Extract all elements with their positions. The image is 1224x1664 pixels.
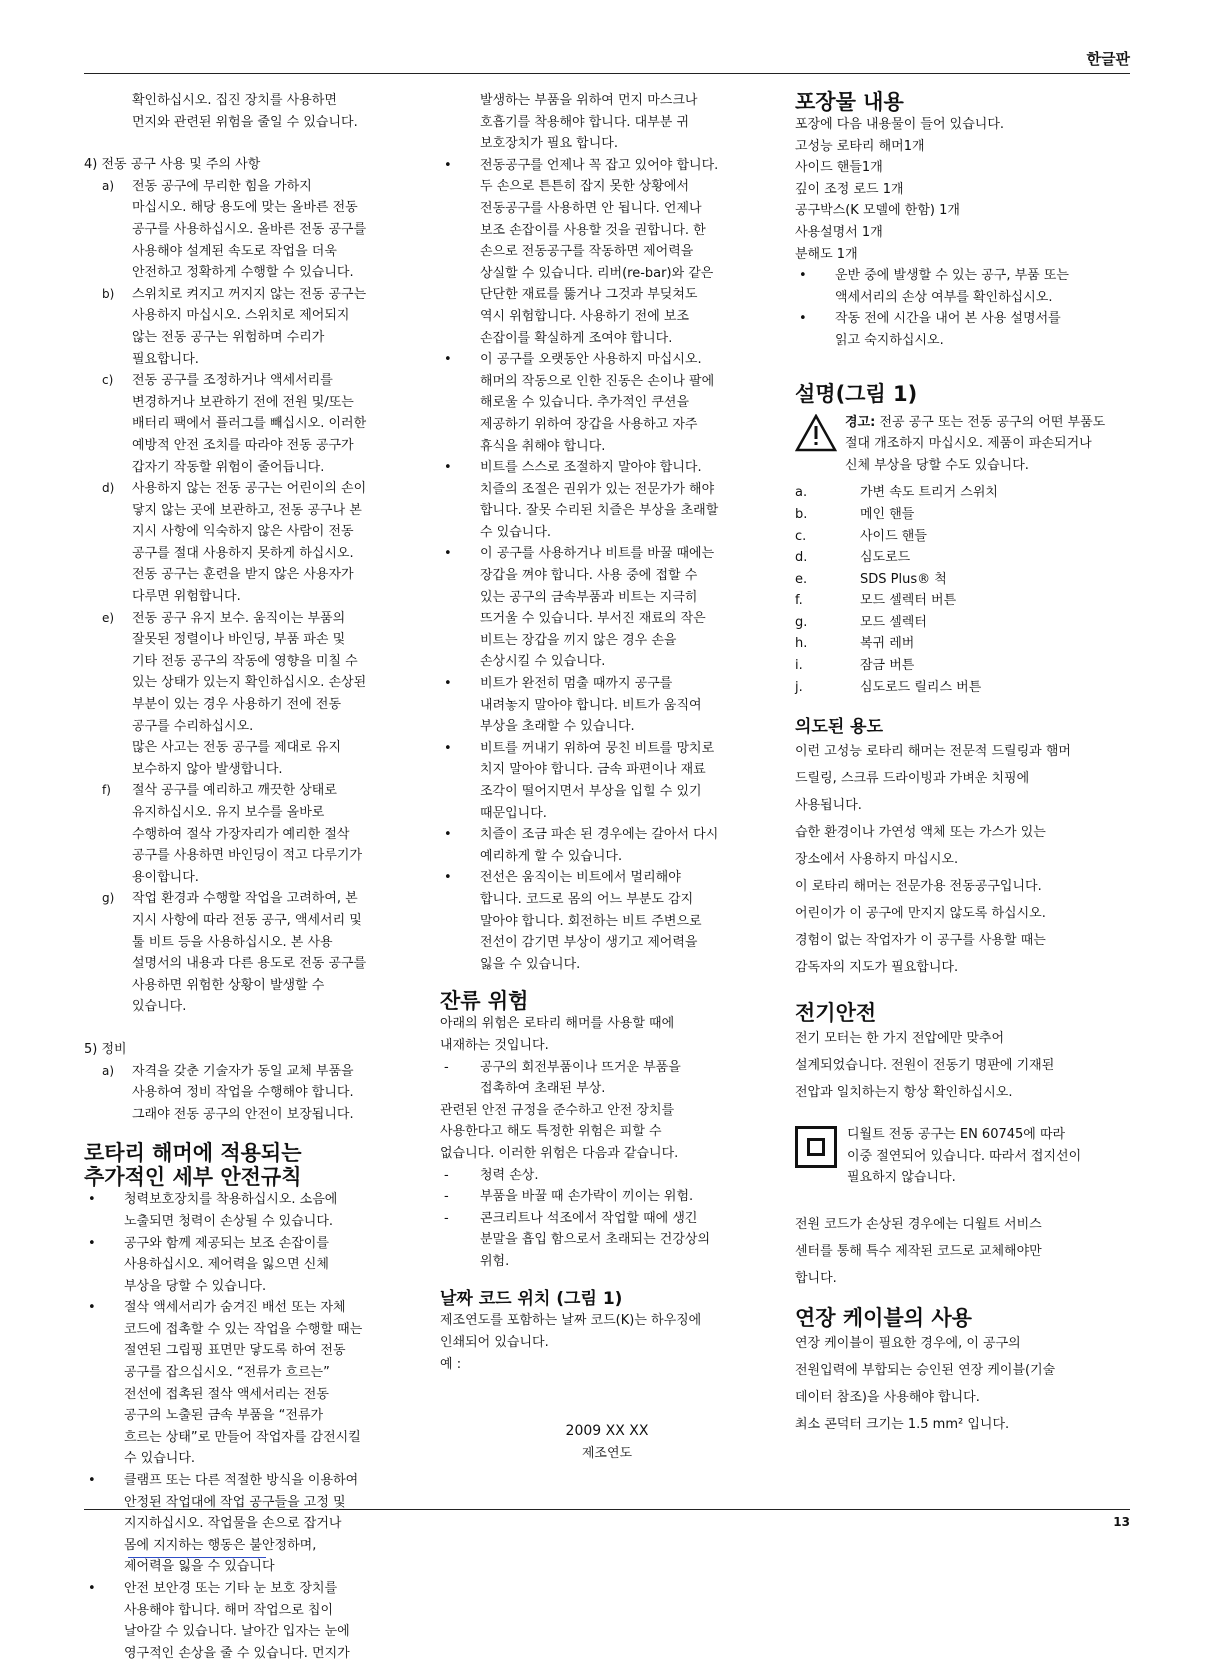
part-item: f. 모드 셀렉터 버튼 [795, 593, 957, 609]
double-insulation-icon [795, 1126, 837, 1168]
warning-label: 경고: [845, 414, 876, 430]
warning-block: 경고: 전공 공구 또는 전동 공구의 어떤 부품도 절대 개조하지 마십시오. 제품이 파손되거나 신체 부상을 당할 수도 있습니다. [795, 412, 1135, 477]
residual-mid: 관련된 안전 규정을 준수하고 안전 장치를 사용한다고 해도 특정한 위험은 피할 수 없습니다. 이러한 위험은 다음과 같습니다. [440, 1102, 679, 1161]
safety-bullet: • 이 공구를 사용하거나 비트를 바꿀 때에는 장갑을 껴야 합니다. 사용 중에 접할 수 있는 공구의 금속부품과 비트는 지극히 뜨거울 수 있습니다. 부서진 재료의 작은 비트는 장갑을 끼지 않은 경우 손을 손상시킬 수 있습니다. [444, 546, 715, 670]
rotary-safety-heading: 로타리 해머에 적용되는 추가적인 세부 안전규칙 [84, 1141, 302, 1190]
section5-item-a: a) 자격을 갖춘 기술자가 동일 교체 부품을 사용하여 정비 작업을 수행해야 합니다. 그래야 전동 공구의 안전이 보장됩니다. [102, 1063, 354, 1122]
section4-item-g: g) 작업 환경과 수행할 작업을 고려하여, 본 지시 사항에 따라 전동 공구, 액세서리 및 툴 비트 등을 사용하십시오. 본 사용 설명서의 내용과 다른 용도로 전동 공구를 사용하면 위험한 상황이 발생할 수 있습니다. [102, 891, 367, 1015]
header-rule [84, 73, 1130, 74]
continued-paragraph: 발생하는 부품을 위하여 먼지 마스크나 호흡기를 착용해야 합니다. 대부분 귀 보호장치가 필요 합니다. [480, 93, 698, 152]
safety-bullet: • 치즐이 조금 파손 된 경우에는 갈아서 다시 예리하게 할 수 있습니다. [444, 827, 719, 864]
part-item: d. 심도로드 [795, 550, 911, 566]
package-bullet: • 운반 중에 발생할 수 있는 공구, 부품 또는 액세서리의 손상 여부를 확인하십시오. [799, 268, 1069, 305]
part-item: j. 심도로드 릴리스 버튼 [795, 679, 982, 695]
date-code-caption: 제조연도 [581, 1445, 633, 1461]
double-insulation-block: 디월트 전동 공구는 EN 60745에 따라 이중 절연되어 있습니다. 따라서 접지선이 필요하지 않습니다. [795, 1124, 1135, 1189]
column-1 [84, 90, 424, 1664]
residual-intro: 아래의 위험은 로타리 해머를 사용할 때에 내재하는 것입니다. [440, 1016, 675, 1053]
section4-item-d: d) 사용하지 않는 전동 공구는 어린이의 손이 닿지 않는 곳에 보관하고, 전동 공구나 본 지시 사항에 익숙하지 않은 사람이 전동 공구를 절대 사용하지 못하게 하십시오. 전동 공구는 훈련을 받지 않은 사용자가 다루면 위험합니다. [102, 481, 367, 605]
page-number: 13 [1113, 1515, 1130, 1529]
intended-use-text: 이런 고성능 로타리 해머는 전문적 드릴링과 햄머 드릴링, 스크류 드라이빙과 가벼운 치핑에 사용됩니다. 습한 환경이나 가연성 액체 또는 가스가 있는 장소에서 사용하지 마십시오. 이 로타리 해머는 전문가용 전동공구입니다. 어린이가 이 공구에 만지지 않도록 하십시오. 경험이 없는 작업자가 이 공구를 사용할 때는 감독자의 지도가 필요합니다. [795, 744, 1071, 976]
safety-bullet: • 비트를 스스로 조절하지 말아야 합니다. 치즐의 조절은 권위가 있는 전문가가 해야 합니다. 잘못 수리된 치즐은 부상을 초래할 수 있습니다. [444, 460, 719, 540]
residual-item: - 청력 손상. [444, 1167, 539, 1183]
safety-bullet: • 비트가 완전히 멈출 때까지 공구를 내려놓지 말아야 합니다. 비트가 움직여 부상을 초래할 수 있습니다. [444, 676, 702, 735]
power-cord-text: 전원 코드가 손상된 경우에는 디월트 서비스 센터를 통해 특수 제작된 코드로 교체해야만 합니다. [795, 1217, 1042, 1287]
date-code-example: 2009 XX XX [565, 1423, 649, 1440]
safety-bullet: • 비트를 꺼내기 위하여 뭉친 비트를 망치로 치지 말아야 합니다. 금속 파편이나 재료 조각이 떨어지면서 부상을 입힐 수 있기 때문입니다. [444, 740, 715, 821]
part-item: c. 사이드 핸들 [795, 528, 927, 544]
part-item: h. 복귀 레버 [795, 636, 915, 652]
package-bullet: • 작동 전에 시간을 내어 본 사용 설명서를 읽고 숙지하십시오. [799, 311, 1061, 348]
intro-paragraph: 확인하십시오. 집진 장치를 사용하면 먼지와 관련된 위험을 줄일 수 있습니다. [132, 93, 358, 130]
safety-bullet: • 이 공구를 오랫동안 사용하지 마십시오. 해머의 작동으로 인한 진동은 손이나 팔에 해로울 수 있습니다. 추가적인 쿠션을 제공하기 위하여 장갑을 사용하고 자주 휴식을 취해야 합니다. [444, 352, 715, 454]
rotary-bullet: • 청력보호장치를 착용하십시오. 소음에 노출되면 청력이 손상될 수 있습니다. [88, 1192, 338, 1229]
intended-use-heading: 의도된 용도 [795, 717, 884, 738]
residual-item: - 공구의 회전부품이나 뜨거운 부품을 접촉하여 초래된 부상. [444, 1059, 681, 1097]
electrical-safety-text: 전기 모터는 한 가지 전압에만 맞추어 설계되었습니다. 전원이 전동기 명판에 기재된 전압과 일치하는지 항상 확인하십시오. [795, 1031, 1055, 1101]
electrical-safety-heading: 전기안전 [795, 1001, 877, 1026]
extension-cable-text: 연장 케이블이 필요한 경우에, 이 공구의 전원입력에 부합되는 승인된 연장 케이블(기술 데이터 참조)을 사용해야 합니다. 최소 콘덕터 크기는 1.5 mm² 입니다. [795, 1336, 1056, 1433]
residual-item: - 부품을 바꿀 때 손가락이 끼이는 위험. [444, 1189, 694, 1205]
extension-cable-heading: 연장 케이블의 사용 [795, 1306, 972, 1331]
part-item: g. 모드 셀렉터 [795, 614, 927, 630]
section4-item-e: e) 전동 공구 유지 보수. 움직이는 부품의 잘못된 정렬이나 바인딩, 부품 파손 및 기타 전동 공구의 작동에 영향을 미칠 수 있는 상태가 있는지 확인하십시오. 손상된 부분이 있는 경우 사용하기 전에 전동 공구를 수리하십시오. 많은 사고는 전동 공구를 제대로 유지 보수하지 않아 발생합니다. [102, 610, 367, 777]
package-contents-heading: 포장물 내용 [795, 90, 904, 114]
rotary-bullet: • 안전 보안경 또는 기타 눈 보호 장치를 사용해야 합니다. 해머 작업으로 칩이 날아갈 수 있습니다. 날아간 입자는 눈에 영구적인 손상을 줄 수 있습니다. 먼지가 [88, 1581, 350, 1661]
rotary-bullet: • 공구와 함께 제공되는 보조 손잡이를 사용하십시오. 제어력을 잃으면 신체 부상을 당할 수 있습니다. [88, 1235, 329, 1294]
part-item: i. 잠금 버튼 [795, 658, 915, 674]
part-item: e. SDS Plus® 척 [795, 571, 947, 587]
column-2 [440, 90, 774, 1464]
residual-item: - 콘크리트나 석조에서 작업할 때에 생긴 분말을 흡입 함으로서 초래되는 건강상의 위험. [444, 1210, 711, 1269]
safety-bullet: • 전선은 움직이는 비트에서 멀리해야 합니다. 코드로 몸의 어느 부분도 감지 말아야 합니다. 회전하는 비트 주변으로 전선이 감기면 부상이 생기고 제어력을 잃을 수 있습니다. [444, 870, 702, 972]
section5-title: 5) 정비 [84, 1041, 127, 1057]
section4-item-c: c) 전동 공구를 조정하거나 액세서리를 변경하거나 보관하기 전에 전원 및/또는 배터리 팩에서 플러그를 빼십시오. 이러한 예방적 안전 조치를 따라야 전동 공구가 갑자기 작동할 위험이 줄어듭니다. [102, 373, 367, 475]
rotary-bullet: • 절삭 액세서리가 숨겨진 배선 또는 자체 코드에 접촉할 수 있는 작업을 수행할 때는 절연된 그립핑 표면만 닿도록 하여 전동 공구를 잡으십시오. “전류가 흐르는” 전선에 접촉된 절삭 액세서리는 전동 공구의 노출된 금속 부품을 “전류가 흐르는 상태”로 만들어 작업자를 감전시킬 수 있습니다. [88, 1300, 363, 1467]
part-item: a. 가변 속도 트리거 스위치 [795, 485, 998, 501]
column-3 [795, 90, 1135, 1438]
language-label: 한글판 [1086, 50, 1130, 68]
section4-item-f: f) 절삭 공구를 예리하고 깨끗한 상태로 유지하십시오. 유지 보수를 올바로 수행하여 절삭 가장자리가 예리한 절삭 공구를 사용하면 바인딩이 적고 다루기가 용이합니다. [102, 783, 363, 885]
warning-triangle-icon [795, 414, 837, 452]
package-contents-list: 포장에 다음 내용물이 들어 있습니다. 고성능 로타리 해머1개 사이드 핸들1개 깊이 조정 로드 1개 공구박스(K 모델에 한함) 1개 사용설명서 1개 분해도 1개 [795, 117, 1005, 262]
section4-item-a: a) 전동 공구에 무리한 힘을 가하지 마십시오. 해당 용도에 맞는 올바른 전동 공구를 사용하십시오. 올바른 전동 공구를 사용해야 설계된 속도로 작업을 더욱 안전하고 정확하게 수행할 수 있습니다. [102, 178, 367, 281]
part-item: b. 메인 핸들 [795, 506, 915, 522]
section4-item-b: b) 스위치로 켜지고 꺼지지 않는 전동 공구는 사용하지 마십시오. 스위치로 제어되지 않는 전동 공구는 위험하며 수리가 필요합니다. [102, 286, 367, 367]
parts-list [795, 482, 1135, 698]
safety-bullet: • 전동공구를 언제나 꼭 잡고 있어야 합니다. 두 손으로 튼튼히 잡지 못한 상황에서 전동공구를 사용하면 안 됩니다. 언제나 보조 손잡이를 사용할 것을 권합니다. 한 손으로 전동공구를 작동하면 제어력을 상실할 수 있습니다. 리버(re-bar)와 같은 단단한 재료를 뚫거나 그것과 부딪쳐도 역시 위험합니다. 사용하기 전에 보조 손잡이를 확실하게 조여야 합니다. [444, 157, 719, 346]
date-code-text: 제조연도를 포함하는 날짜 코드(K)는 하우징에 인쇄되어 있습니다. 예 : [440, 1313, 702, 1372]
section4-title: 4) 전동 공구 사용 및 주의 사항 [84, 157, 261, 173]
residual-risks-heading: 잔류 위험 [440, 989, 529, 1014]
rotary-bullet: • 클램프 또는 다른 적절한 방식을 이용하여 안정된 작업대에 작업 공구들을 고정 및 지지하십시오. 작업물을 손으로 잡거나 몸에 지지하는 행동은 불안정하며, 제어력을 잃을 수 있습니다 [88, 1473, 359, 1575]
date-code-heading: 날짜 코드 위치 (그림 1) [440, 1289, 623, 1310]
description-heading: 설명(그림 1) [795, 381, 918, 406]
